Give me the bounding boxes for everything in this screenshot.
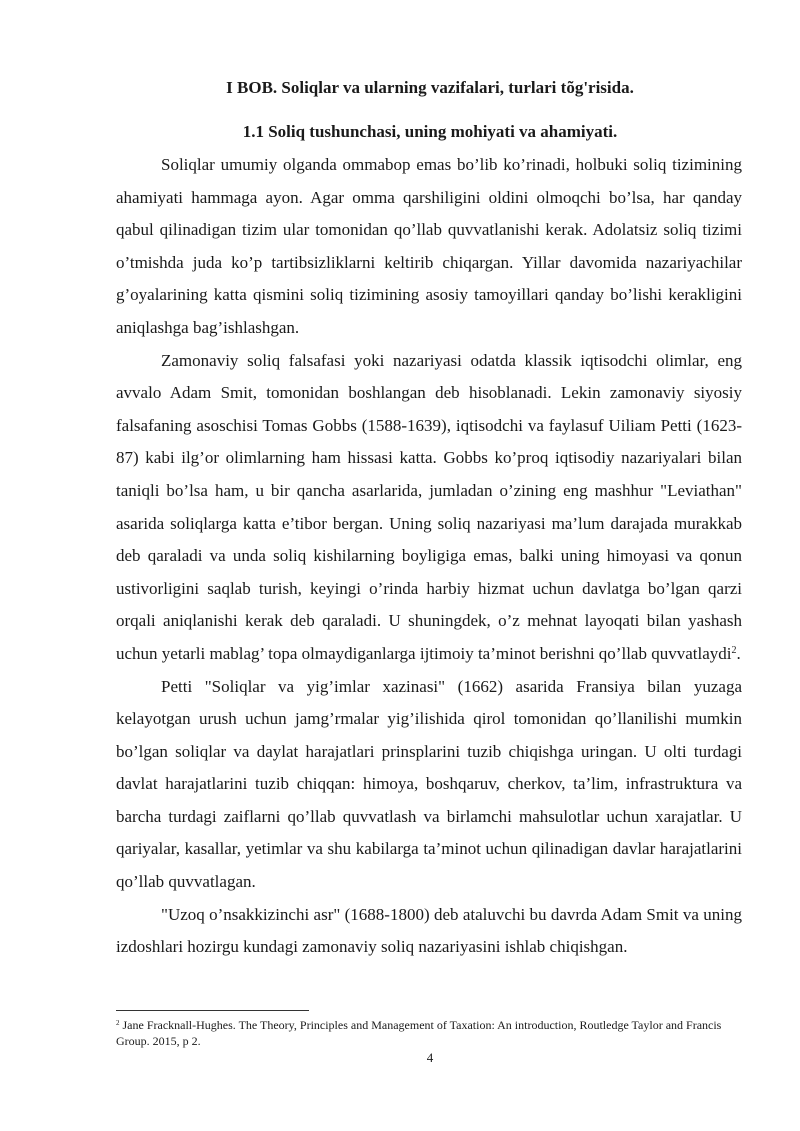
footnote [116,1017,742,1049]
footnote-reference[interactable]: 2 [731,644,737,656]
paragraph-1-text: Soliqlar umumiy olganda ommabop emas bo’lib ko’rinadi, holbuki soliq tizimining ahamiyati hammaga ayon. Agar omma qarshiligini oldini olmoqchi bo’lsa, har qanday qabul qilinadigan tizim ular tomonidan qo’llab quvvatlanishi kerak. Adolatsiz soliq tizimi o’tmishda juda ko’p tartibsizliklarni keltirib chiqargan. Yillar davomida nazariyachilar g’oyalarining katta qismini soliq tizimining asosiy tamoyillari qanday bo’lishi kerakligini aniqlashga bag’ishlashgan. [116,155,742,337]
body-text [116,149,742,964]
footnote-divider [116,1010,309,1011]
chapter-title: I BOB. Soliqlar va ularning vazifalari, turlari tõg'risida. [226,78,634,97]
footnote-text: Jane Fracknall-Hughes. The Theory, Principles and Management of Taxation: An introduction, Routledge Taylor and Francis Group. 2015, p 2. [116,1018,722,1048]
paragraph-3 [116,671,742,899]
paragraph-4 [116,899,742,964]
paragraph-2-text: Zamonaviy soliq falsafasi yoki nazariyasi odatda klassik iqtisodchi olimlar, eng avvalo Adam Smit, tomonidan boshlangan deb hisoblanadi. Lekin zamonaviy siyosiy falsafaning asoschisi Tomas Gobbs (1588-1639), iqtisodchi va faylasuf Uiliam Petti (1623-87) kabi ilg’or olimlarning ham hissasi katta. Gobbs ko’proq iqtisodiy nazariyalari bilan taniqli bo’lsa ham, u bir qancha asarlarida, jumladan o’zining eng mashhur "Leviathan" asarida soliqlarga katta e’tibor bergan. Uning soliq nazariyasi ma’lum darajada murakkab deb qaraladi va unda soliq kishilarning boyligiga emas, balki uning himoyasi va qonun ustivorligini saqlab turish, keyingi o’rinda harbiy hizmat uchun davlatga bo’lgan qarzi orqali aniqlanishi kerak deb qaraladi. U shuningdek, o’z mehnat layoqati bilan yashash uchun yetarli mablag’ topa olmaydiganlarga ijtimoiy ta’minot berishni qo’llab quvvatlaydi [116,350,742,663]
paragraph-3-text: Petti "Soliqlar va yig’imlar xazinasi" (1662) asarida Fransiya bilan yuzaga kelayotgan urush uchun jamg’rmalar yig’ilishida qirol tomonidan qo’llanilishi mumkin bo’lgan soliqlar va daylat harajatlari prinsplarini tuzib chiqishga uringan. U olti turdagi davlat harajatlarini tuzib chiqqan: himoya, boshqaruv, cherkov, ta’lim, infrastruktura va barcha turdagi zaiflarni qo’llab quvvatlash va birlamchi mahsulotlar uchun xarajatlar. U qariyalar, kasallar, yetimlar va shu kabilarga ta’minot uchun qilinadigan davlar harajatlarini qo’llab quvvatlagan. [116,676,742,892]
paragraph-2 [116,345,742,671]
footnote-marker: 2 [116,1019,120,1027]
paragraph-1 [116,149,742,345]
section-title: 1.1 Soliq tushunchasi, uning mohiyati va ahamiyati. [242,122,618,141]
paragraph-4-text: "Uzoq o’nsakkizinchi asr" (1688-1800) deb ataluvchi bu davrda Adam Smit va uning izdoshlari hozirgu kundagi zamonaviy soliq nazariyasini ishlab chiqishgan. [116,904,742,957]
paragraph-2-end: . [736,643,741,663]
page-number: 4 [426,1050,434,1065]
